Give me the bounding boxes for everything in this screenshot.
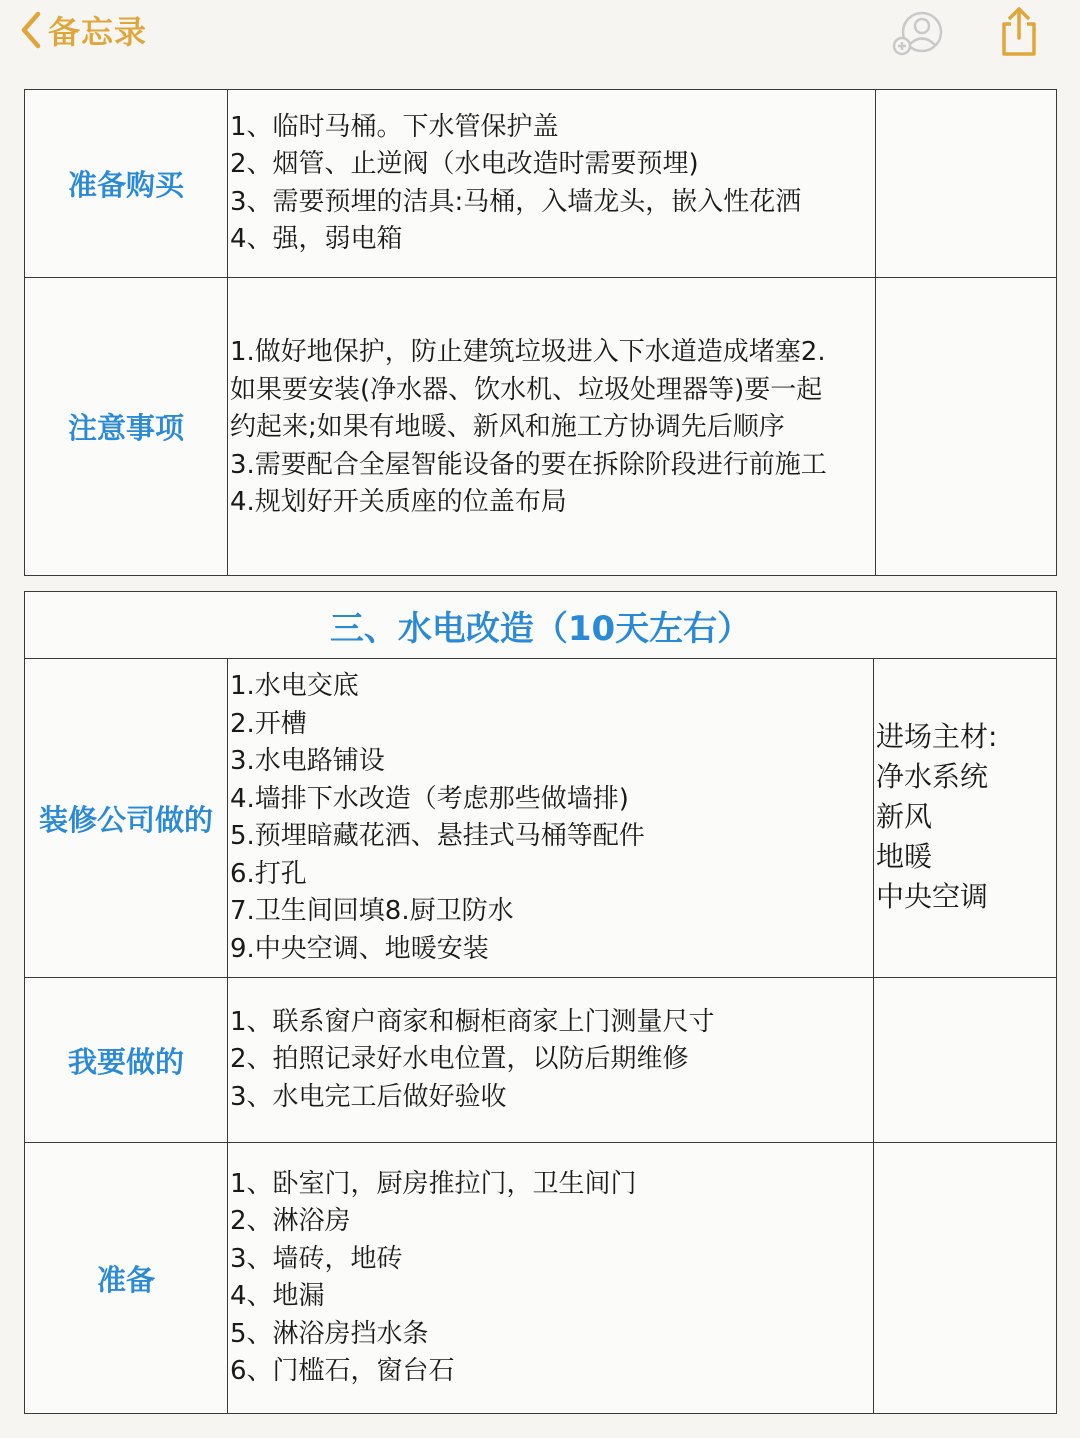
chevron-left-icon	[20, 10, 42, 50]
list-item: 1.做好地保护，防止建筑垃圾进入下水道造成堵塞2.	[230, 337, 826, 367]
list-item: 4.规划好开关质座的位盖布局	[230, 487, 567, 517]
list-item: 1、联系窗户商家和橱柜商家上门测量尺寸	[230, 1006, 715, 1037]
row-label: 准备	[25, 1143, 228, 1414]
list-item: 1、临时马桶。下水管保护盖	[230, 111, 559, 142]
list-item: 2.开槽	[230, 708, 307, 739]
row-content	[228, 278, 876, 576]
list-item: 6.打孔	[230, 858, 307, 889]
list-item: 如果要安装(净水器、饮水机、垃圾处理器等)要一起	[230, 374, 823, 405]
list-item: 5、淋浴房挡水条	[230, 1318, 429, 1349]
table-row	[25, 278, 1057, 576]
row-label: 注意事项	[25, 278, 228, 576]
materials-heading: 进场主材:	[876, 720, 998, 753]
plumbing-electrical-table	[24, 591, 1057, 1414]
section-title: 三、水电改造（10天左右）	[25, 592, 1057, 659]
row-note-cell	[874, 659, 1057, 978]
list-item: 4、强，弱电箱	[230, 224, 403, 254]
list-item: 3、需要预埋的洁具:马桶，入墙龙头，嵌入性花洒	[230, 186, 802, 217]
table-row	[25, 90, 1057, 278]
list-item: 约起来;如果有地暖、新风和施工方协调先后顺序	[230, 412, 785, 442]
section-header-row	[25, 592, 1057, 659]
list-item: 2、淋浴房	[230, 1206, 351, 1236]
back-button[interactable]	[20, 6, 147, 54]
row-label: 装修公司做的	[25, 659, 228, 978]
add-person-icon[interactable]	[890, 8, 948, 58]
list-item: 2、烟管、止逆阀（水电改造时需要预埋)	[230, 149, 699, 179]
list-item: 3.水电路铺设	[230, 746, 385, 776]
list-item: 3、墙砖，地砖	[230, 1243, 403, 1274]
list-item: 4.墙排下水改造（考虑那些做墙排)	[230, 783, 629, 814]
list-item: 7.卫生间回填8.厨卫防水	[230, 896, 514, 926]
share-icon[interactable]	[996, 4, 1042, 58]
row-note-cell	[876, 278, 1057, 576]
list-item: 2、拍照记录好水电位置，以防后期维修	[230, 1044, 689, 1075]
list-item: 3、水电完工后做好验收	[230, 1081, 507, 1112]
row-content	[228, 659, 874, 978]
table-row	[25, 1143, 1057, 1414]
material-item: 地暖	[876, 840, 933, 873]
table-row	[25, 659, 1057, 978]
material-item: 中央空调	[876, 880, 989, 913]
material-item: 新风	[876, 800, 933, 833]
table-row	[25, 978, 1057, 1143]
list-item: 9.中央空调、地暖安装	[230, 933, 489, 964]
navigation-bar	[0, 0, 1080, 64]
list-item: 4、地漏	[230, 1281, 325, 1311]
row-note-cell	[876, 90, 1057, 278]
prep-table	[24, 89, 1057, 576]
material-item: 净水系统	[876, 760, 989, 793]
list-item: 5.预埋暗藏花洒、悬挂式马桶等配件	[230, 821, 645, 851]
list-item: 1、卧室门，厨房推拉门，卫生间门	[230, 1168, 637, 1199]
row-content	[228, 978, 874, 1143]
row-label: 我要做的	[25, 978, 228, 1143]
row-content	[228, 1143, 874, 1414]
row-content	[228, 90, 876, 278]
row-note-cell	[874, 978, 1057, 1143]
row-label: 准备购买	[25, 90, 228, 278]
list-item: 3.需要配合全屋智能设备的要在拆除阶段进行前施工	[230, 449, 827, 480]
back-label: 备忘录	[48, 13, 148, 51]
row-note-cell	[874, 1143, 1057, 1414]
list-item: 6、门槛石，窗台石	[230, 1356, 455, 1386]
list-item: 1.水电交底	[230, 671, 359, 701]
